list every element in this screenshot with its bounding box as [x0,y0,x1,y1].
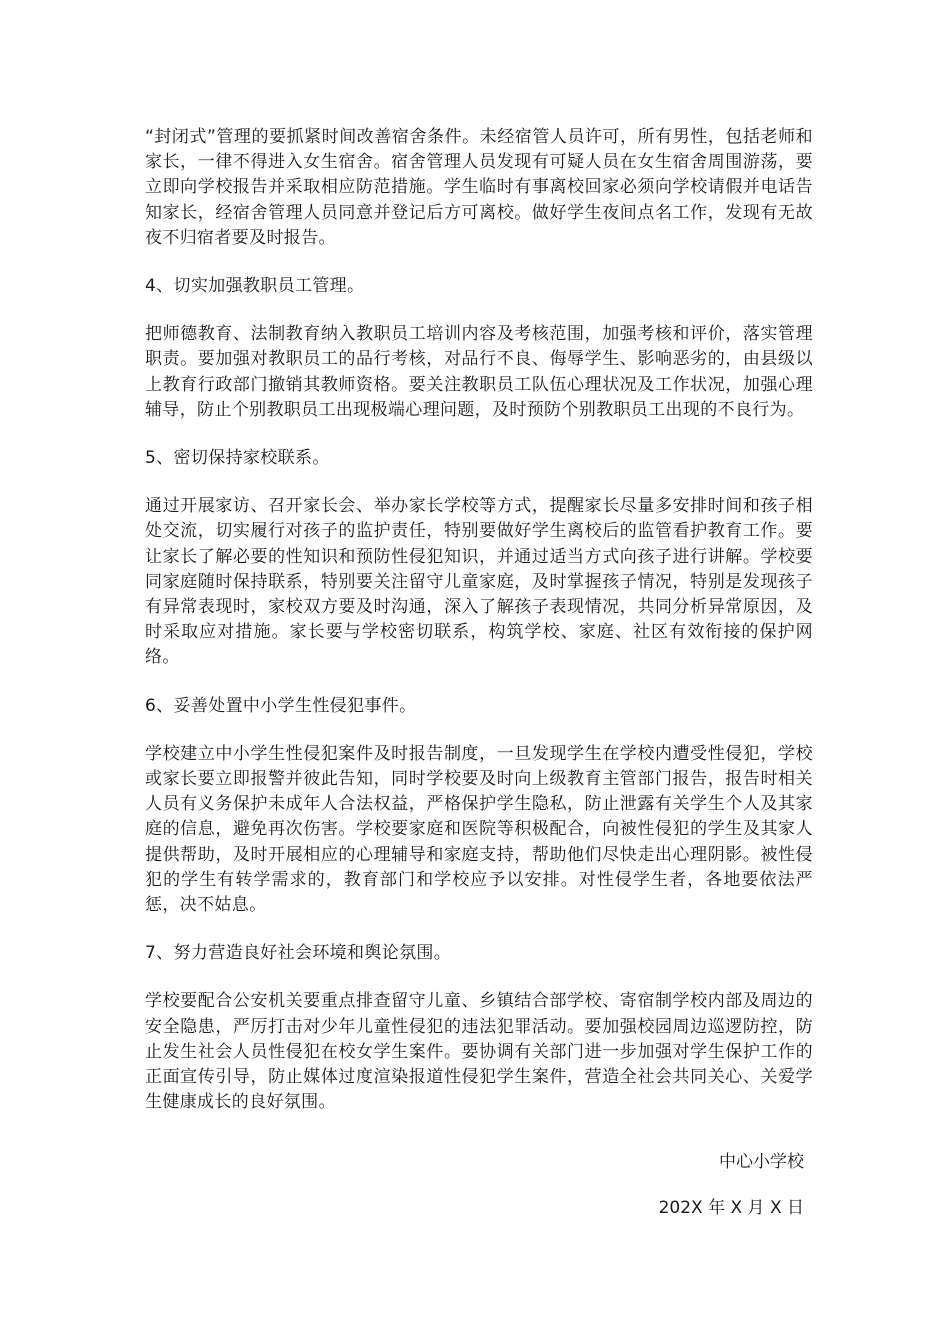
paragraph-social-environment: 学校要配合公安机关要重点排查留守儿童、乡镇结合部学校、寄宿制学校内部及周边的安全隐患，严厉打击对少年儿童性侵犯的违法犯罪活动。要加强校园周边巡逻防控，防止发生社会人员性侵犯在校女学生案件。要协调有关部门进一步加强对学生保护工作的正面宣传引导，防止媒体过度渲染报道性侵犯学生案件，营造全社会共同关心、关爱学生健康成长的良好氛围。 [145,991,813,1113]
paragraph-incident-handling: 学校建立中小学生性侵犯案件及时报告制度，一旦发现学生在学校内遭受性侵犯，学校或家长要立即报警并彼此告知，同时学校要及时向上级教育主管部门报告，报告时相关人员有义务保护未成年人合法权益，严格保护学生隐私，防止泄露有关学生个人及其家庭的信息，避免再次伤害。学校要家庭和医院等积极配合，向被性侵犯的学生及其家人提供帮助，及时开展相应的心理辅导和家庭支持，帮助他们尽快走出心理阴影。被性侵犯的学生有转学需求的，教育部门和学校应予以安排。对性侵学生者，各地要依法严惩，决不姑息。 [145,743,813,916]
paragraph-dormitory: “封闭式”管理的要抓紧时间改善宿舍条件。未经宿管人员许可，所有男性，包括老师和家长，一律不得进入女生宿舍。宿舍管理人员发现有可疑人员在女生宿舍周围游荡，要立即向学校报告并采取相应防范措施。学生临时有事离校回家必须向学校请假并电话告知家长，经宿舍管理人员同意并登记后方可离校。做好学生夜间点名工作，发现有无故夜不归宿者要及时报告。 [145,127,813,248]
paragraph-home-school-contact: 通过开展家访、召开家长会、举办家长学校等方式，提醒家长尽量多安排时间和孩子相处交流，切实履行对孩子的监护责任，特别要做好学生离校后的监管看护教育工作。要让家长了解必要的性知识和预防性侵犯知识，并通过适当方式向孩子进行讲解。学校要同家庭随时保持联系，特别要关注留守儿童家庭，及时掌握孩子情况，特别是发现孩子有异常表现时，家校双方要及时沟通，深入了解孩子表现情况，共同分析异常原因，及时采取应对措施。家长要与学校密切联系，构筑学校、家庭、社区有效衔接的保护网络。 [145,496,813,668]
signature-school: 中心小学校 [719,1152,804,1172]
paragraph-staff-management: 把师德教育、法制教育纳入教职员工培训内容及考核范围，加强考核和评价，落实管理职责。要加强对教职员工的品行考核，对品行不良、侮辱学生、影响恶劣的，由县级以上教育行政部门撤销其教师资格。要关注教职员工队伍心理状况及工作状况，加强心理辅导，防止个别教职员工出现极端心理问题，及时预防个别教职员工出现的不良行为。 [145,324,813,420]
document-body [145,125,813,1139]
section-heading-5: 5、密切保持家校联系。 [145,448,330,469]
section-heading-7: 7、努力营造良好社会环境和舆论氛围。 [145,943,452,964]
signature-date: 202X 年 X 月 X 日 [658,1198,804,1218]
section-heading-4: 4、切实加强教职员工管理。 [145,276,365,297]
section-heading-6: 6、妥善处置中小学生性侵犯事件。 [145,695,417,716]
